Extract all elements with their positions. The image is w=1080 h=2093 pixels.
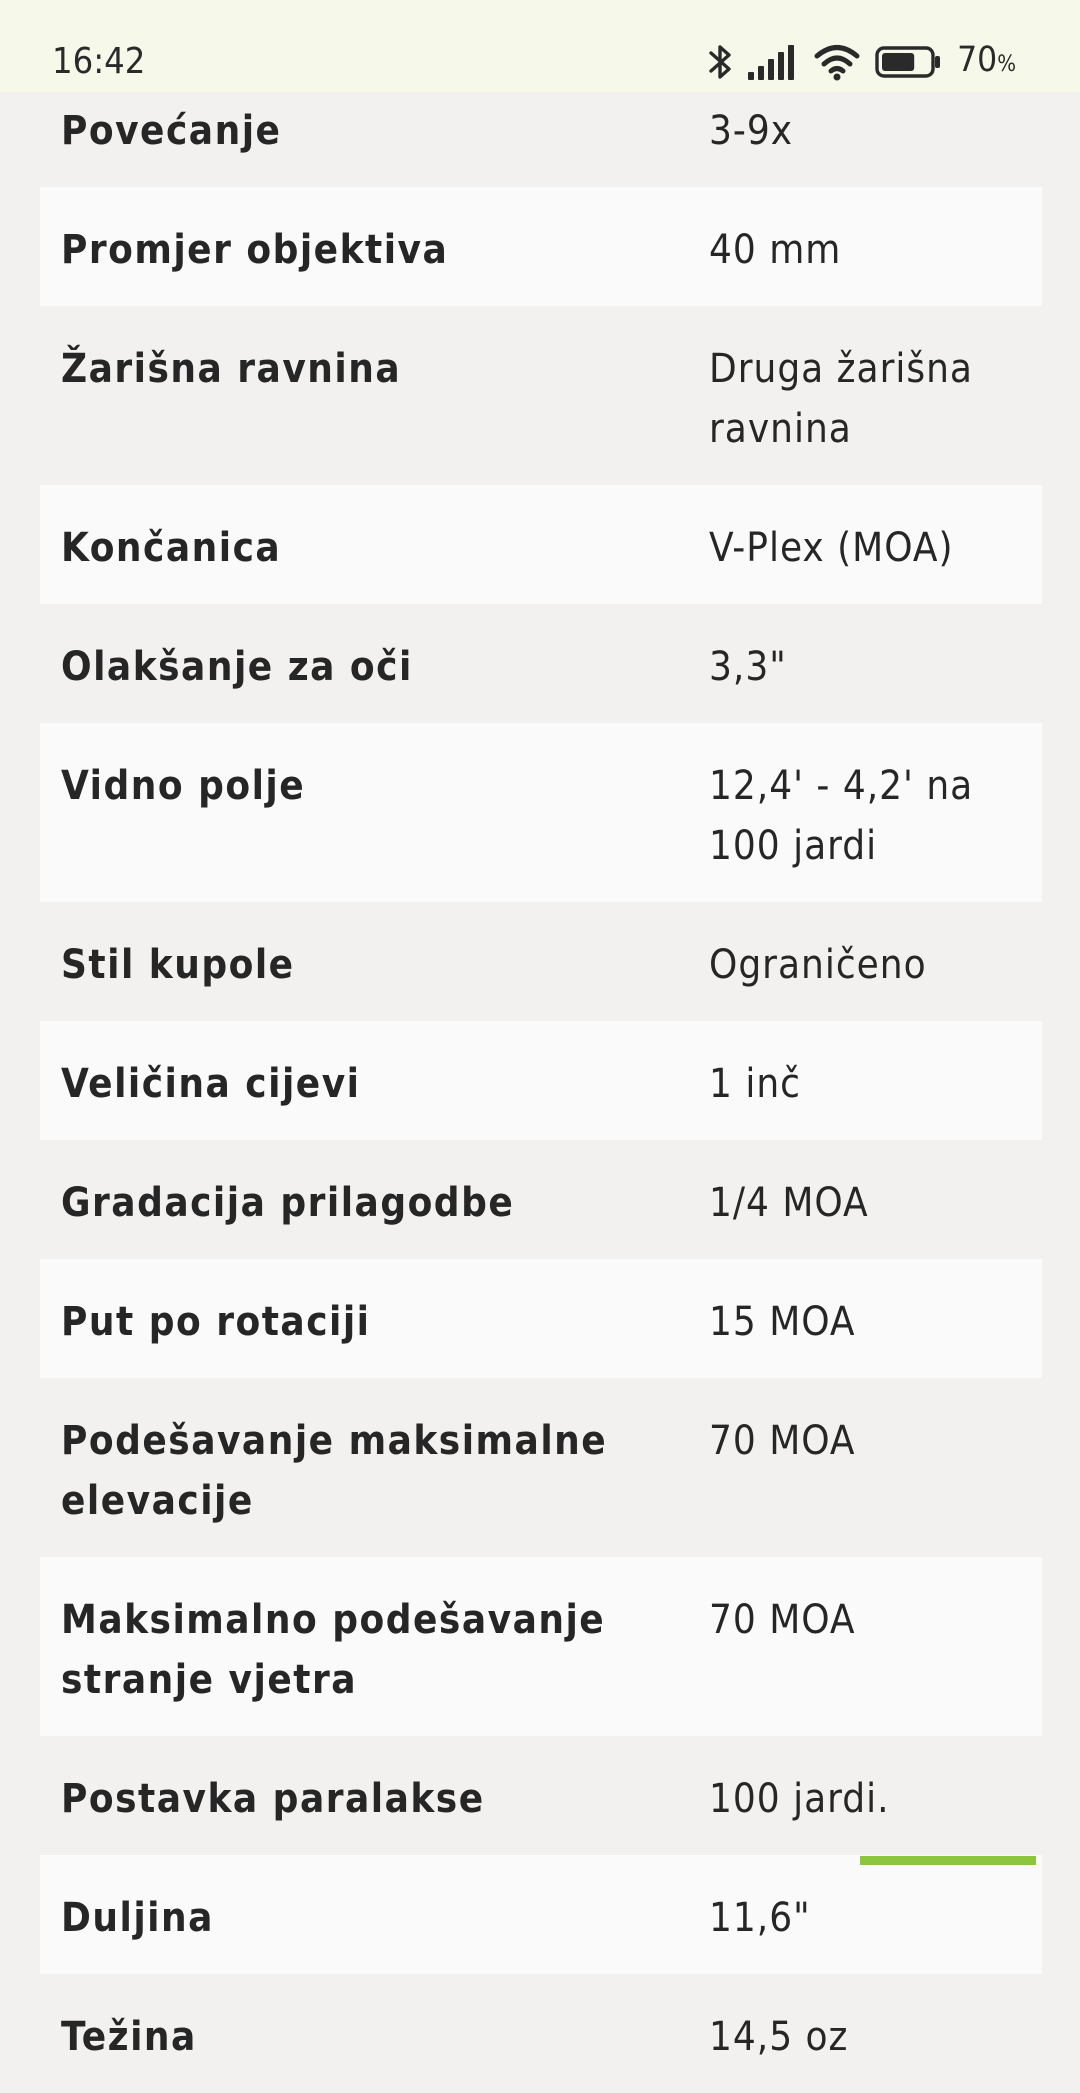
spec-label: Žarišna ravnina bbox=[61, 346, 402, 392]
spec-value: 3-9x bbox=[709, 108, 794, 154]
spec-value: 1/4 MOA bbox=[709, 1180, 869, 1226]
spec-value: 70 MOA bbox=[709, 1418, 856, 1464]
accent-strip bbox=[860, 1856, 1036, 1865]
spec-label: Maksimalno podešavanje stranje vjetra bbox=[61, 1597, 606, 1703]
signal-icon bbox=[747, 44, 799, 80]
spec-row bbox=[40, 187, 1042, 306]
status-time: 16:42 bbox=[52, 41, 146, 82]
spec-value: 40 mm bbox=[709, 227, 842, 273]
spec-row bbox=[40, 1378, 1042, 1557]
spec-row bbox=[40, 1855, 1042, 1974]
spec-label: Podešavanje maksimalne elevacije bbox=[61, 1418, 608, 1524]
spec-label: Gradacija prilagodbe bbox=[61, 1180, 515, 1226]
spec-label: Duljina bbox=[61, 1895, 214, 1941]
spec-label: Veličina cijevi bbox=[61, 1061, 361, 1107]
battery-icon bbox=[875, 45, 943, 79]
spec-label: Povećanje bbox=[61, 108, 282, 154]
spec-value: Ograničeno bbox=[709, 942, 927, 988]
spec-row bbox=[40, 902, 1042, 1021]
spec-row bbox=[40, 306, 1042, 485]
spec-row bbox=[40, 1557, 1042, 1736]
spec-label: Postavka paralakse bbox=[61, 1776, 485, 1822]
spec-row bbox=[40, 1140, 1042, 1259]
spec-value: 14,5 oz bbox=[709, 2014, 849, 2060]
spec-row bbox=[40, 604, 1042, 723]
battery-percent: 70% bbox=[957, 39, 1016, 80]
status-icons bbox=[707, 38, 1016, 86]
status-bar bbox=[0, 0, 1080, 92]
spec-table bbox=[40, 68, 1042, 2093]
spec-value: 15 MOA bbox=[709, 1299, 856, 1345]
spec-label: Olakšanje za oči bbox=[61, 644, 413, 690]
wifi-icon bbox=[813, 43, 861, 81]
spec-value: 1 inč bbox=[709, 1061, 801, 1107]
spec-row bbox=[40, 1974, 1042, 2093]
spec-value: Druga žarišna ravnina bbox=[709, 346, 973, 452]
spec-value: V-Plex (MOA) bbox=[709, 525, 954, 571]
spec-row bbox=[40, 723, 1042, 902]
spec-row bbox=[40, 1736, 1042, 1855]
spec-label: Stil kupole bbox=[61, 942, 295, 988]
spec-row bbox=[40, 485, 1042, 604]
spec-value: 12,4' - 4,2' na 100 jardi bbox=[709, 763, 974, 869]
spec-value: 100 jardi. bbox=[709, 1776, 890, 1822]
spec-row bbox=[40, 1021, 1042, 1140]
spec-value: 3,3" bbox=[709, 644, 787, 690]
spec-label: Promjer objektiva bbox=[61, 227, 449, 273]
spec-label: Put po rotaciji bbox=[61, 1299, 371, 1345]
spec-label: Težina bbox=[61, 2014, 197, 2060]
spec-value: 11,6" bbox=[709, 1895, 811, 1941]
spec-label: Vidno polje bbox=[61, 763, 306, 809]
spec-row bbox=[40, 1259, 1042, 1378]
spec-label: Končanica bbox=[61, 525, 282, 571]
spec-value: 70 MOA bbox=[709, 1597, 856, 1643]
bluetooth-icon bbox=[707, 42, 733, 82]
